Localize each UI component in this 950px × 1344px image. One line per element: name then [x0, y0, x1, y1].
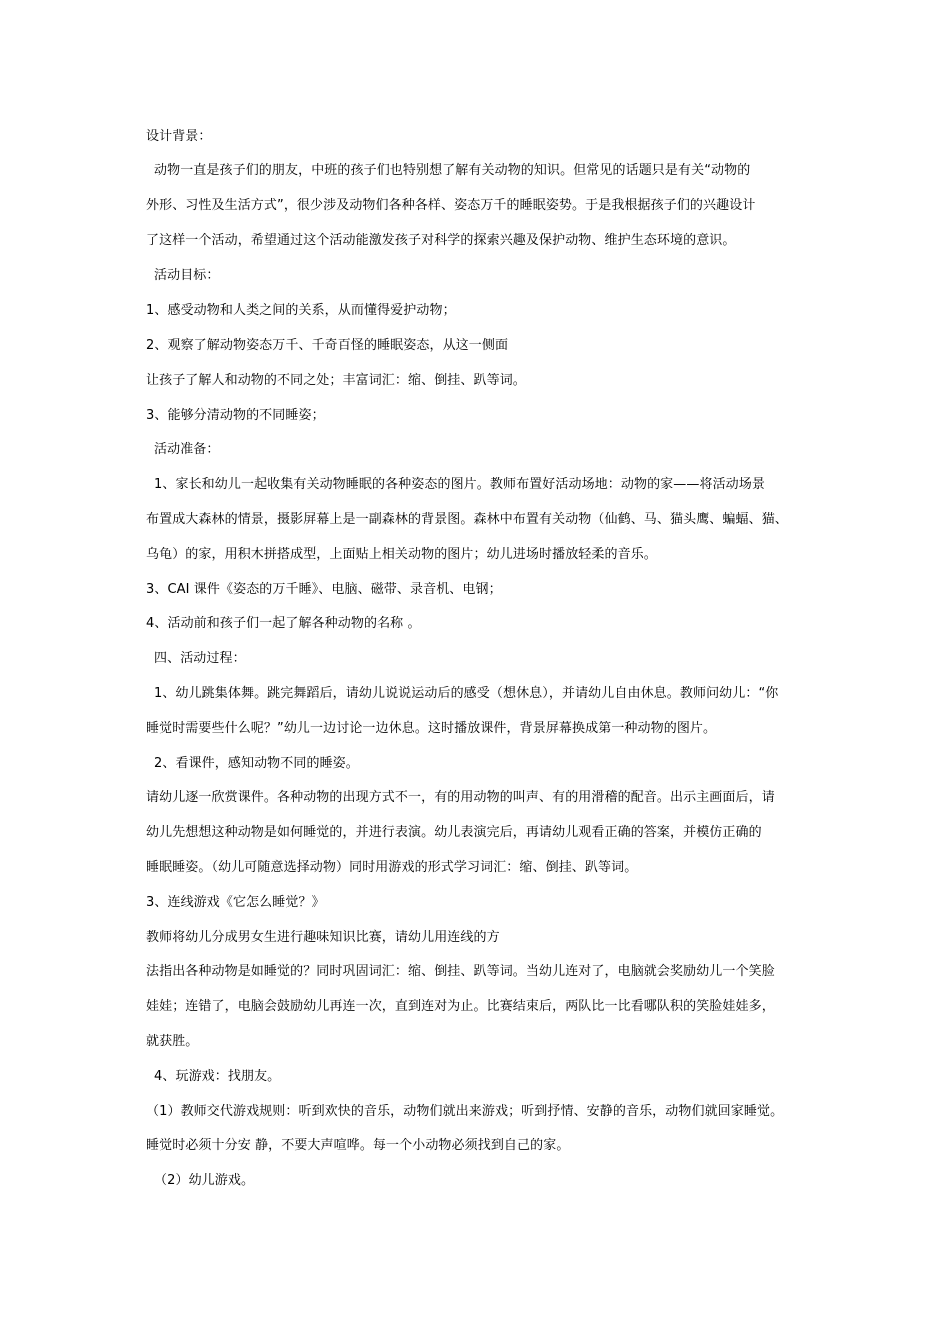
list-item: 3、CAI 课件《姿态的万千睡》、电脑、磁带、录音机、电钢；: [146, 582, 502, 597]
list-item: 1、幼儿跳集体舞。跳完舞蹈后，请幼儿说说运动后的感受（想休息），并请幼儿自由休息。教师问幼儿：“你: [154, 686, 779, 701]
list-item: 3、连线游戏《它怎么睡觉？》: [146, 895, 325, 910]
paragraph-line: 娃娃；连错了，电脑会鼓励幼儿再连一次，直到连对为止。比赛结束后，两队比一比看哪队积的笑脸娃娃多，: [146, 999, 775, 1014]
heading-activity-process: 四、活动过程：: [154, 651, 246, 666]
paragraph-line: 睡眠睡姿。（幼儿可随意选择动物）同时用游戏的形式学习词汇：缩、倒挂、趴等词。: [146, 860, 638, 875]
list-item: 4、活动前和孩子们一起了解各种动物的名称 。: [146, 616, 421, 631]
paragraph-line: 教师将幼儿分成男女生进行趣味知识比赛，请幼儿用连线的方: [146, 930, 500, 945]
paragraph-line: 了这样一个活动，希望通过这个活动能激发孩子对科学的探索兴趣及保护动物、维护生态环境的意识。: [146, 233, 736, 248]
list-item: 1、感受动物和人类之间的关系，从而懂得爱护动物；: [146, 303, 456, 318]
paragraph-line: 幼儿先想想这种动物是如何睡觉的，并进行表演。幼儿表演完后，再请幼儿观看正确的答案，并模仿正确的: [146, 825, 762, 840]
paragraph-line: （1）教师交代游戏规则：听到欢快的音乐，动物们就出来游戏；听到抒情、安静的音乐，动物们就回家睡觉。: [146, 1104, 784, 1119]
paragraph-line: 布置成大森林的情景，摄影屏幕上是一副森林的背景图。森林中布置有关动物（仙鹤、马、猫头鹰、蝙蝠、猫、: [146, 512, 788, 527]
paragraph-line: 外形、习性及生活方式”，很少涉及动物们各种各样、姿态万千的睡眠姿势。于是我根据孩子们的兴趣设计: [146, 198, 756, 213]
paragraph-line: 乌龟）的家，用积木拼搭成型，上面贴上相关动物的图片；幼儿进场时播放轻柔的音乐。: [146, 547, 657, 562]
list-item: 4、玩游戏：找朋友。: [154, 1069, 281, 1084]
list-item: 2、看课件，感知动物不同的睡姿。: [154, 756, 359, 771]
paragraph-line: 让孩子了解人和动物的不同之处；丰富词汇：缩、倒挂、趴等词。: [146, 373, 526, 388]
paragraph-line: 睡觉时必须十分安 静，不要大声喧哗。每一个小动物必须找到自己的家。: [146, 1138, 570, 1153]
heading-activity-prep: 活动准备：: [154, 442, 220, 457]
list-item: （2）幼儿游戏。: [154, 1173, 255, 1188]
paragraph-line: 请幼儿逐一欣赏课件。各种动物的出现方式不一，有的用动物的叫声、有的用滑稽的配音。出示主画面后，请: [146, 790, 775, 805]
list-item: 3、能够分清动物的不同睡姿；: [146, 408, 325, 423]
paragraph-line: 睡觉时需要些什么呢？”幼儿一边讨论一边休息。这时播放课件，背景屏幕换成第一种动物的图片。: [146, 721, 717, 736]
heading-activity-goals: 活动目标：: [154, 268, 220, 283]
heading-design-background: 设计背景：: [146, 129, 212, 144]
list-item: 1、家长和幼儿一起收集有关动物睡眠的各种姿态的图片。教师布置好活动场地：动物的家——将活动场景: [154, 477, 765, 492]
paragraph-line: 就获胜。: [146, 1034, 199, 1049]
paragraph-line: 法指出各种动物是如睡觉的？同时巩固词汇：缩、倒挂、趴等词。当幼儿连对了，电脑就会奖励幼儿一个笑脸: [146, 964, 775, 979]
paragraph-line: 动物一直是孩子们的朋友，中班的孩子们也特别想了解有关动物的知识。但常见的话题只是有关“动物的: [154, 163, 751, 178]
list-item: 2、观察了解动物姿态万千、千奇百怪的睡眠姿态，从这一侧面: [146, 338, 509, 353]
